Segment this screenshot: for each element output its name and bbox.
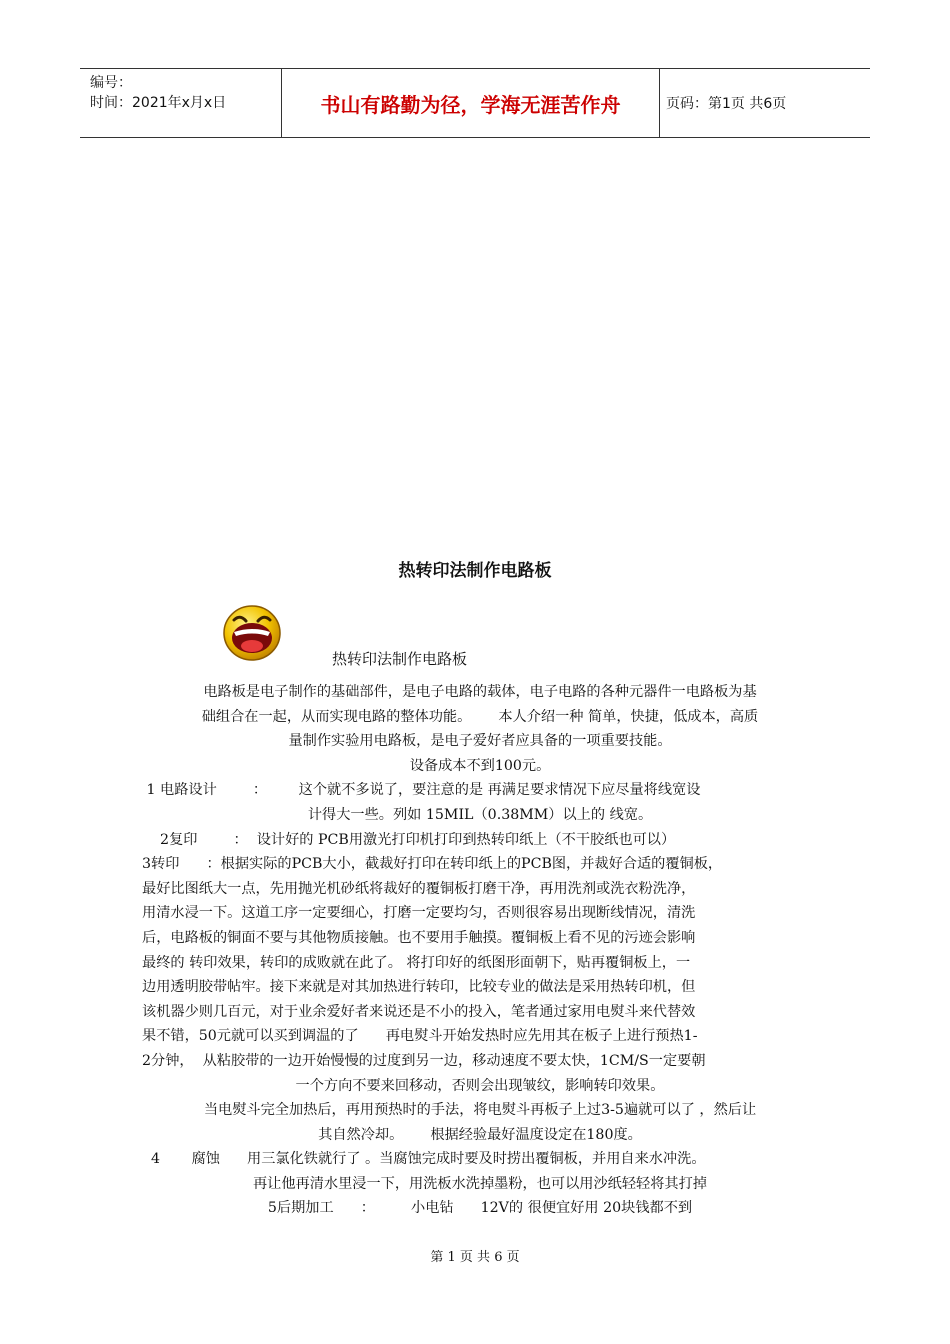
body-line: 边用透明胶带帖牢。接下来就是对其加热进行转印，比较专业的做法是采用热转印机，但 [142,979,696,996]
body-line: 4 腐蚀 用三氯化铁就行了 。当腐蚀完成时要及时捞出覆铜板，并用自来水冲洗。 [142,1151,706,1168]
body-line: 5后期加工 ： 小电钻 12V的 很便宜好用 20块钱都不到 [267,1200,693,1217]
document-subtitle: 热转印法制作电路板 [332,650,468,668]
body-line: 电路板是电子制作的基础部件，是电子电路的载体，电子电路的各种元器件一电路板为基 [203,684,757,700]
header-meta-cell [80,69,282,137]
body-line: 用清水浸一下。这道工序一定要细心，打磨一定要均匀，否则很容易出现断线情况，清洗 [142,905,696,922]
body-line: 2复印 ： 设计好的 PCB用激光打印机打印到热转印纸上（不干胶纸也可以） [142,831,676,848]
body-line: 设备成本不到100元。 [409,757,551,774]
body-line: 果不错，50元就可以买到调温的了 再电熨斗开始发热时应先用其在板子上进行预热1- [142,1028,698,1045]
body-line: 3转印 ：根据实际的PCB大小，截裁好打印在转印纸上的PCB图，并裁好合适的覆铜板， [142,856,723,873]
body-line: 础组合在一起，从而实现电路的整体功能。 本人介绍一种 简单，快捷，低成本，高质 [201,708,759,725]
body-line: 1 电路设计 ： 这个就不多说了，要注意的是 再满足要求情况下应尽量将线宽设 [142,782,701,799]
body-line: 最好比图纸大一点，先用抛光机砂纸将裁好的覆铜板打磨干净，再用洗剂或洗衣粉洗净， [142,880,696,897]
page-header [80,68,870,138]
document-title: 热转印法制作电路板 [398,561,552,581]
body-line: 一个方向不要来回移动，否则会出现皱纹，影响转印效果。 [295,1077,665,1094]
body-line: 后，电路板的铜面不要与其他物质接触。也不要用手触摸。覆铜板上看不见的污迹会影响 [142,929,696,946]
body-line: 再让他再清水里浸一下，用洗板水洗掉墨粉，也可以用沙纸轻轻将其打掉 [252,1175,707,1192]
body-line: 该机器少则几百元，对于业余爱好者来说还是不小的投入，笔者通过家用电熨斗来代替效 [142,1003,696,1020]
document-body [142,680,818,1221]
header-page-cell [660,69,870,137]
document-date-label: 时间：2021年x月x日 [90,95,227,111]
body-line: 其自然冷却。 根据经验最好温度设定在180度。 [318,1126,642,1143]
header-motto-cell [282,69,660,137]
page-footer: 第 1 页 共 6 页 [430,1250,520,1265]
body-line: 量制作实验用电路板，是电子爱好者应具备的一项重要技能。 [288,733,672,750]
body-line: 最终的 转印效果，转印的成败就在此了。 将打印好的纸图形面朝下，贴再覆铜板上，一 [142,954,691,971]
laughing-face-icon [222,604,282,662]
header-page-info: 页码：第1页 共6页 [666,96,787,112]
body-line: 计得大一些。列如 15MIL（0.38MM）以上的 线宽。 [307,806,653,823]
body-line: 2分钟， 从粘胶带的一边开始慢慢的过度到另一边，移动速度不要太快，1CM/S一定要朝 [142,1052,706,1069]
document-id-label: 编号： [90,75,132,91]
body-line: 当电熨斗完全加热后，再用预热时的手法，将电熨斗再板子上过3-5遍就可以了 ，然后让 [203,1102,757,1119]
header-motto: 书山有路勤为径，学海无涯苦作舟 [320,92,621,117]
